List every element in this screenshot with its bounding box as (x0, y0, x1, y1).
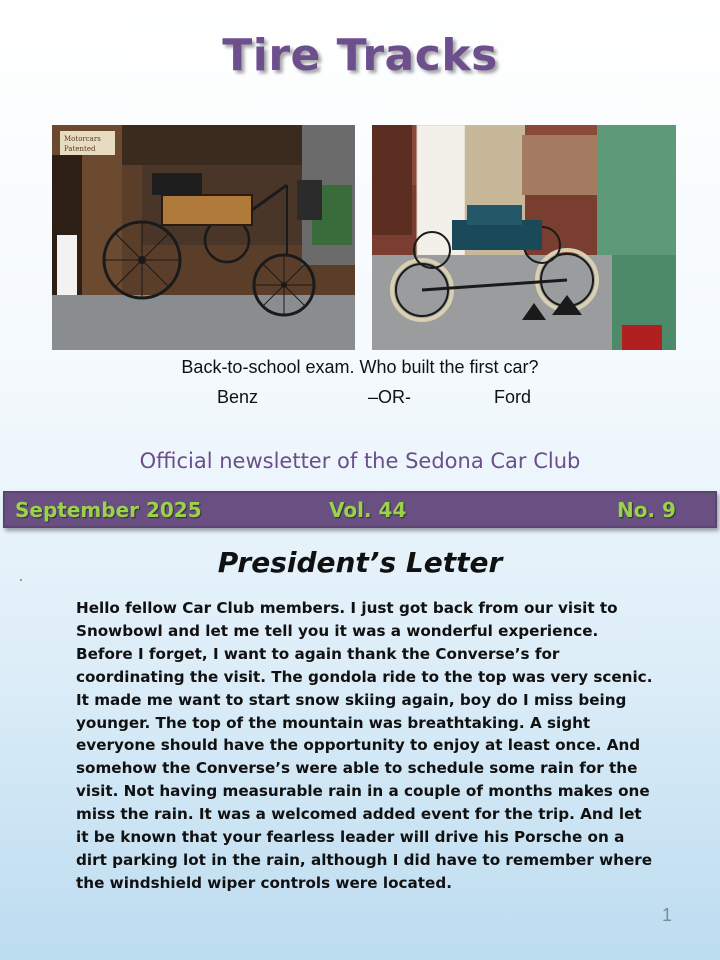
article-line: Before I forget, I want to again thank the Converse’s for (76, 644, 560, 663)
newsletter-subtitle: Official newsletter of the Sedona Car Club (139, 449, 581, 473)
choice-ford: Ford (494, 387, 532, 407)
benz-motorwagen-photo (52, 125, 355, 350)
ford-quadricycle-photo (372, 125, 676, 350)
issue-month: September 2025 (15, 498, 202, 522)
article-line: coordinating the visit. The gondola ride to the top was very scenic. (76, 667, 653, 686)
photo-caption-question: Back-to-school exam. Who built the first car? (181, 357, 539, 377)
article-line: visit. Not having measurable rain in a couple of months makes one (76, 782, 650, 801)
photo-caption-choices (0, 387, 720, 411)
article-line: dirt parking lot in the rain, although I did have to remember where (76, 850, 653, 869)
article-line: everyone should have the opportunity to enjoy at least once. And (76, 736, 641, 755)
page-number: 1 (662, 905, 673, 925)
article-line: it be known that your fearless leader will drive his Porsche on a (76, 828, 625, 847)
article-line: Hello fellow Car Club members. I just got back from our visit to (76, 599, 618, 617)
choice-benz: Benz (217, 387, 259, 407)
article-line: the windshield wiper controls were located. (76, 873, 452, 892)
issue-banner (3, 491, 717, 528)
article-line: Snowbowl and let me tell you it was a wonderful experience. (76, 621, 599, 640)
article-line: miss the rain. It was a welcomed added event for the trip. And let (76, 805, 642, 824)
article-line: somehow the Converse’s were able to schedule some rain for the (76, 759, 638, 778)
issue-volume: Vol. 44 (329, 498, 407, 522)
svg-text:Motorcars: Motorcars (64, 135, 101, 143)
issue-number: No. 9 (617, 498, 676, 522)
article-line: younger. The top of the mountain was breathtaking. A sight (76, 713, 591, 732)
article-line: It made me want to start snow skiing again, boy do I miss being (76, 690, 627, 709)
article-body (76, 597, 676, 895)
choice-separator: –OR- (368, 387, 412, 407)
newsletter-title: Tire Tracks (222, 30, 498, 81)
svg-text:Patented: Patented (64, 145, 96, 153)
article-heading: President’s Letter (217, 546, 503, 579)
decorative-dot (20, 579, 22, 581)
